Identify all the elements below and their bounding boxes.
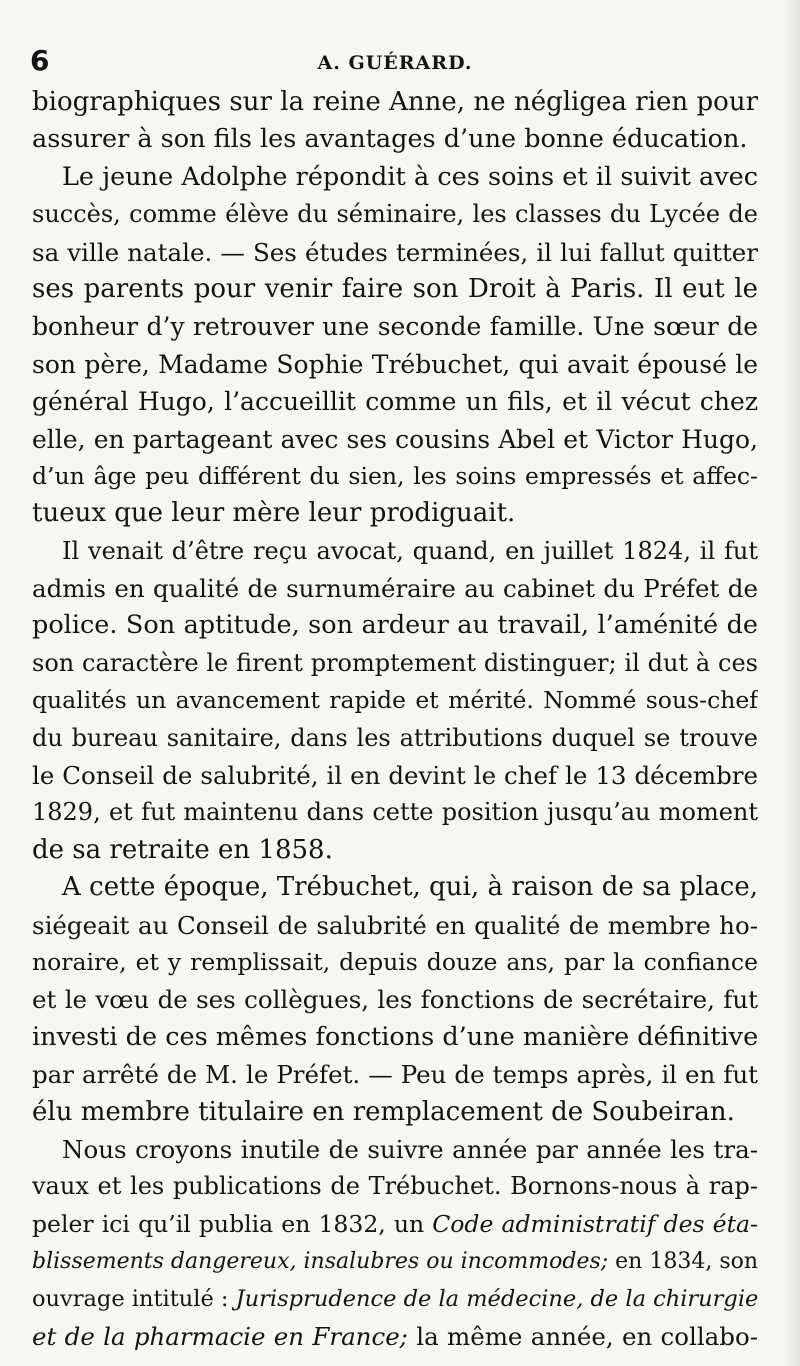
text-line: Le jeune Adolphe répondit à ces soins et il suivit avec <box>62 161 758 192</box>
text-line: le Conseil de salubrité, il en devint le chef le 13 décembre <box>32 761 758 791</box>
text-line: elle, en partageant avec ses cousins Abel et Victor Hugo, <box>32 424 758 454</box>
text-line: sa ville natale. — Ses études terminées, il lui fallut quitter <box>32 237 758 267</box>
text-line: succès, comme élève du séminaire, les classes du Lycée de <box>32 200 758 229</box>
running-header-author: A. GUÉRARD. <box>317 52 473 74</box>
paragraph-5 <box>32 1131 758 1355</box>
text-line: assurer à son fils les avantages d’une bonne éducation. <box>32 124 748 155</box>
paragraph-3 <box>32 533 758 870</box>
italic-title: Code administratif des éta- <box>432 1209 758 1238</box>
text-line <box>32 1281 758 1318</box>
text-line: Il venait d’être reçu avocat, quand, en juillet 1824, il fut <box>62 536 758 565</box>
text-line: par arrêté de M. le Préfet. — Peu de temps après, il en fut <box>32 1060 758 1090</box>
text-run: peler ici qu’il publia en 1832, un <box>32 1209 433 1238</box>
text-line: du bureau sanitaire, dans les attributions duquel se trouve <box>32 723 758 752</box>
italic-title: blissements dangereux, insalubres ou incommodes; <box>32 1249 609 1275</box>
text-line: police. Son aptitude, son ardeur au travail, l’aménité de <box>32 610 758 641</box>
running-header <box>30 40 760 84</box>
paragraph-1 <box>32 84 758 159</box>
text-line: noraire, et y remplissait, depuis douze ans, par la confiance <box>32 947 758 976</box>
text-line: son père, Madame Sophie Trébuchet, qui avait épousé le <box>32 349 758 379</box>
text-run: vaux et les publications de Trébuchet. Bornons-nous à rap- <box>32 1172 758 1201</box>
text-line: son caractère le firent promptement distinguer; il dut à ces <box>32 648 758 677</box>
text-run: ouvrage intitulé : <box>32 1285 236 1312</box>
text-line <box>32 1206 758 1243</box>
text-run: en 1834, son <box>608 1249 758 1275</box>
paragraph-4 <box>32 869 758 1131</box>
text-line <box>32 1318 758 1355</box>
paragraph-2 <box>32 159 758 533</box>
page-number: 6 <box>30 44 50 77</box>
text-line: siégeait au Conseil de salubrité en qualité de membre ho- <box>32 910 758 940</box>
page-edge-shadow <box>782 0 800 1366</box>
text-line: biographiques sur la reine Anne, ne négligea rien pour <box>32 87 758 117</box>
text-line: de sa retraite en 1858. <box>32 834 333 865</box>
text-run: Nous croyons inutile de suivre année par année les tra- <box>62 1134 758 1164</box>
text-line <box>32 1243 758 1280</box>
text-line: tueux que leur mère leur prodiguait. <box>32 498 516 529</box>
text-line: ses parents pour venir faire son Droit à Paris. Il eut le <box>32 273 758 304</box>
text-line: investi de ces mêmes fonctions d’une manière définitive <box>32 1021 758 1052</box>
italic-title: et de la pharmacie en France; <box>32 1321 408 1351</box>
italic-title: Jurisprudence de la médecine, de la chirurgie <box>235 1285 758 1312</box>
text-line: qualités un avancement rapide et mérité. Nommé sous-chef <box>32 686 758 715</box>
text-line: élu membre titulaire en remplacement de Soubeiran. <box>32 1096 735 1127</box>
text-line <box>32 1131 758 1168</box>
text-line: admis en qualité de surnuméraire au cabinet du Préfet de <box>32 574 758 604</box>
text-line: d’un âge peu différent du sien, les soins empressés et affec- <box>32 461 758 490</box>
text-run: la même année, en collabo- <box>407 1321 758 1351</box>
text-line <box>32 1168 758 1205</box>
text-line: 1829, et fut maintenu dans cette position jusqu’au moment <box>32 798 758 827</box>
text-line: A cette époque, Trébuchet, qui, à raison de sa place, <box>62 872 758 903</box>
text-line: bonheur d’y retrouver une seconde famille. Une sœur de <box>32 312 758 342</box>
body-text <box>32 84 758 1355</box>
text-line: général Hugo, l’accueillit comme un fils, et il vécut chez <box>32 387 758 417</box>
text-line: et le vœu de ses collègues, les fonctions de secrétaire, fut <box>32 985 758 1015</box>
